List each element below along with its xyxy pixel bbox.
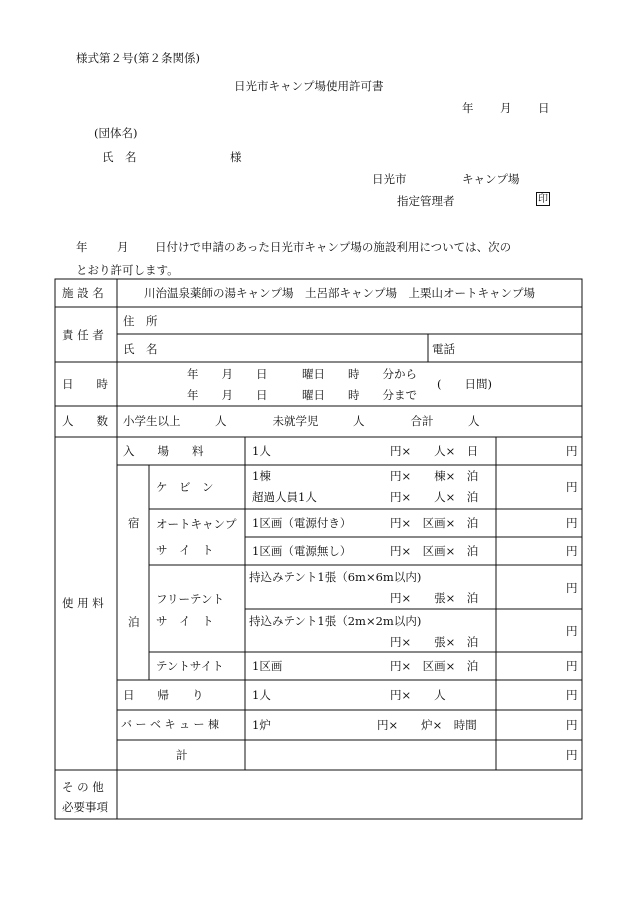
datetime-from: 年 月 日 曜日 時 分から bbox=[187, 367, 417, 381]
address-label: 住 所 bbox=[123, 314, 158, 328]
issuer-manager: 指定管理者 bbox=[397, 194, 455, 208]
responsible-label: 責 任 者 bbox=[62, 328, 104, 342]
datetime-label: 日 時 bbox=[62, 377, 108, 391]
issuer-campsite: キャンプ場 bbox=[462, 172, 520, 186]
free-site-yen-2: 円 bbox=[566, 624, 578, 638]
group-name-label: (団体名) bbox=[94, 126, 138, 140]
issuer-city: 日光市 bbox=[372, 172, 407, 186]
tent-site-unit: 1区画 bbox=[252, 659, 283, 673]
cabin-calc-1: 円× 棟× 泊 bbox=[390, 469, 479, 483]
cabin-label: ケ ビ ン bbox=[156, 480, 214, 494]
tent-site-label: テントサイト bbox=[156, 659, 224, 673]
cabin-unit-1: 1棟 bbox=[252, 469, 271, 483]
bbq-yen: 円 bbox=[566, 718, 578, 732]
people-label: 人 数 bbox=[62, 414, 108, 428]
people-value: 小学生以上 人 未就学児 人 合計 人 bbox=[123, 414, 480, 428]
auto-site-unit-1: 1区画（電源付き） bbox=[252, 516, 352, 530]
datetime-to: 年 月 日 曜日 時 分まで bbox=[187, 388, 417, 402]
entry-fee-label: 入 場 料 bbox=[123, 444, 204, 458]
datetime-days: ( 日間) bbox=[437, 377, 492, 391]
bbq-calc: 円× 炉× 時間 bbox=[377, 718, 477, 732]
person-name-label: 氏 名 bbox=[123, 342, 158, 356]
date-year: 年 bbox=[462, 101, 474, 115]
bbq-unit: 1炉 bbox=[252, 718, 271, 732]
free-site-unit-2: 持込みテント1張（2m×2m以内) bbox=[249, 614, 422, 628]
free-site-unit-1: 持込みテント1張（6m×6m以内) bbox=[249, 570, 422, 584]
entry-fee-calc: 円× 人× 日 bbox=[390, 444, 479, 458]
free-site-calc-2: 円× 張× 泊 bbox=[390, 635, 479, 649]
free-site-yen-1: 円 bbox=[566, 581, 578, 595]
cabin-unit-2: 超過人員1人 bbox=[252, 490, 317, 504]
total-yen: 円 bbox=[566, 748, 578, 762]
entry-fee-yen: 円 bbox=[566, 444, 578, 458]
day-trip-calc: 円× 人 bbox=[390, 688, 446, 702]
date-month: 月 bbox=[500, 101, 512, 115]
date-day: 日 bbox=[538, 101, 550, 115]
bbq-label: バ ー ベ キ ュ ー 棟 bbox=[121, 718, 219, 731]
auto-site-yen-1: 円 bbox=[566, 516, 578, 530]
intro-line1: 日付けで申請のあった日光市キャンプ場の施設利用については、次の bbox=[155, 240, 512, 254]
cabin-calc-2: 円× 人× 泊 bbox=[390, 490, 479, 504]
other-label-1: そ の 他 bbox=[62, 780, 104, 794]
auto-site-calc-1: 円× 区画× 泊 bbox=[390, 516, 479, 530]
seal-mark: 印 bbox=[538, 194, 548, 205]
day-trip-yen: 円 bbox=[566, 688, 578, 702]
total-label: 計 bbox=[176, 748, 188, 762]
entry-fee-unit: 1人 bbox=[252, 444, 271, 458]
other-label-2: 必要事項 bbox=[62, 800, 108, 814]
auto-site-label-2: サ イ ト bbox=[156, 543, 214, 557]
form-number: 様式第２号(第２条関係) bbox=[76, 51, 200, 65]
stay-label-1: 宿 bbox=[128, 516, 140, 530]
tent-site-calc: 円× 区画× 泊 bbox=[390, 659, 479, 673]
cabin-yen: 円 bbox=[566, 480, 578, 494]
facility-value: 川治温泉薬師の湯キャンプ場 土呂部キャンプ場 上栗山オートキャンプ場 bbox=[144, 286, 535, 300]
free-site-label-1: フリーテント bbox=[156, 592, 224, 606]
free-site-calc-1: 円× 張× 泊 bbox=[390, 591, 479, 605]
auto-site-yen-2: 円 bbox=[566, 544, 578, 558]
auto-site-calc-2: 円× 区画× 泊 bbox=[390, 544, 479, 558]
intro-month: 月 bbox=[117, 240, 129, 254]
auto-site-label-1: オートキャンプ bbox=[156, 517, 237, 531]
auto-site-unit-2: 1区画（電源無し） bbox=[252, 544, 352, 558]
free-site-label-2: サ イ ト bbox=[156, 614, 214, 628]
intro-line2: とおり許可します。 bbox=[76, 263, 179, 277]
document-title: 日光市キャンプ場使用許可書 bbox=[234, 79, 384, 93]
facility-label: 施 設 名 bbox=[62, 286, 104, 300]
day-trip-label: 日 帰 り bbox=[123, 688, 204, 702]
day-trip-unit: 1人 bbox=[252, 688, 271, 702]
fee-label: 使 用 料 bbox=[62, 596, 104, 610]
honorific: 様 bbox=[230, 150, 242, 164]
intro-year: 年 bbox=[76, 240, 88, 254]
recipient-name-label: 氏 名 bbox=[102, 150, 137, 164]
phone-label: 電話 bbox=[432, 342, 455, 356]
tent-site-yen: 円 bbox=[566, 659, 578, 673]
stay-label-2: 泊 bbox=[128, 615, 140, 629]
